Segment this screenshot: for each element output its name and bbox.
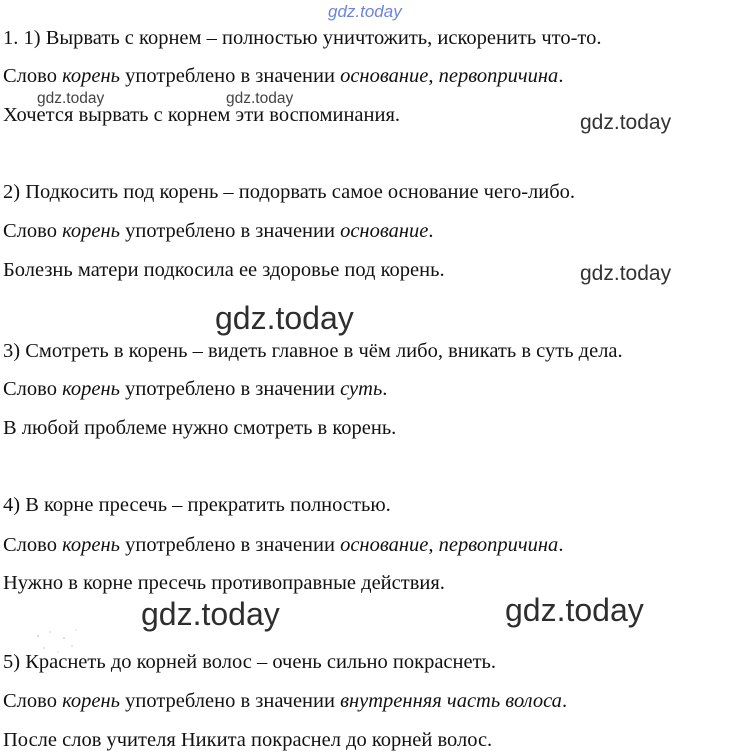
item-2-meaning <box>3 219 434 243</box>
meaning-mid: употреблено в значении <box>120 65 341 87</box>
watermark-medium-1: gdz.today <box>580 111 672 134</box>
meaning-end: . <box>428 220 434 242</box>
item-2-definition: 2) Подкосить под корень – подорвать самое основание чего-либо. <box>3 181 576 203</box>
watermark-large-2: gdz.today <box>141 596 280 632</box>
item-4-definition: 4) В корне пресечь – прекратить полностью. <box>3 494 391 516</box>
meaning-end: . <box>558 65 564 87</box>
item-4-meaning <box>3 533 563 557</box>
meaning-mid: употреблено в значении <box>120 220 341 242</box>
meaning-mid: употреблено в значении <box>120 534 341 556</box>
item-5-example: После слов учителя Никита покраснел до корней волос. <box>3 729 493 751</box>
meaning-word: корень <box>62 65 120 87</box>
watermark-medium-2: gdz.today <box>580 262 672 285</box>
meaning-sep: , <box>428 65 439 87</box>
watermark-small-1: gdz.today <box>37 90 105 107</box>
item-3-example: В любой проблеме нужно смотреть в корень. <box>3 417 397 439</box>
scan-smudge <box>28 624 88 662</box>
meaning-value: внутренняя часть волоса <box>340 690 562 712</box>
meaning-prefix: Слово <box>3 220 63 242</box>
meaning-value-2: первопричина <box>438 65 559 87</box>
meaning-value: основание <box>340 220 429 242</box>
item-5-definition: 5) Краснеть до корней волос – очень сильно покраснеть. <box>3 651 497 673</box>
item-5-meaning <box>3 689 567 713</box>
item-1-meaning <box>3 64 563 88</box>
watermark-large-1: gdz.today <box>215 300 354 336</box>
meaning-value-2: первопричина <box>438 534 559 556</box>
meaning-prefix: Слово <box>3 690 63 712</box>
watermark-top: gdz.today <box>328 2 402 21</box>
meaning-value: основание <box>340 534 429 556</box>
meaning-prefix: Слово <box>3 378 63 400</box>
meaning-value: основание <box>340 65 429 87</box>
meaning-end: . <box>558 534 564 556</box>
item-1-definition: 1. 1) Вырвать с корнем – полностью уничтожить, искоренить что-то. <box>3 27 602 49</box>
meaning-sep: , <box>428 534 439 556</box>
item-3-definition: 3) Смотреть в корень – видеть главное в чём либо, вникать в суть дела. <box>3 340 623 362</box>
meaning-word: корень <box>62 534 120 556</box>
item-3-meaning <box>3 377 387 401</box>
meaning-end: . <box>382 378 388 400</box>
item-1-example: Хочется вырвать с корнем эти воспоминания. <box>3 104 401 126</box>
meaning-prefix: Слово <box>3 534 63 556</box>
item-4-example: Нужно в корне пресечь противоправные действия. <box>3 572 445 594</box>
meaning-prefix: Слово <box>3 65 63 87</box>
meaning-word: корень <box>62 220 120 242</box>
meaning-value: суть <box>340 378 383 400</box>
meaning-word: корень <box>62 378 120 400</box>
meaning-mid: употреблено в значении <box>120 378 341 400</box>
watermark-small-2: gdz.today <box>226 90 294 107</box>
meaning-word: корень <box>62 690 120 712</box>
watermark-large-3: gdz.today <box>505 592 644 628</box>
meaning-end: . <box>561 690 568 712</box>
meaning-mid: употреблено в значении <box>120 690 341 712</box>
item-2-example: Болезнь матери подкосила ее здоровье под корень. <box>3 259 445 281</box>
